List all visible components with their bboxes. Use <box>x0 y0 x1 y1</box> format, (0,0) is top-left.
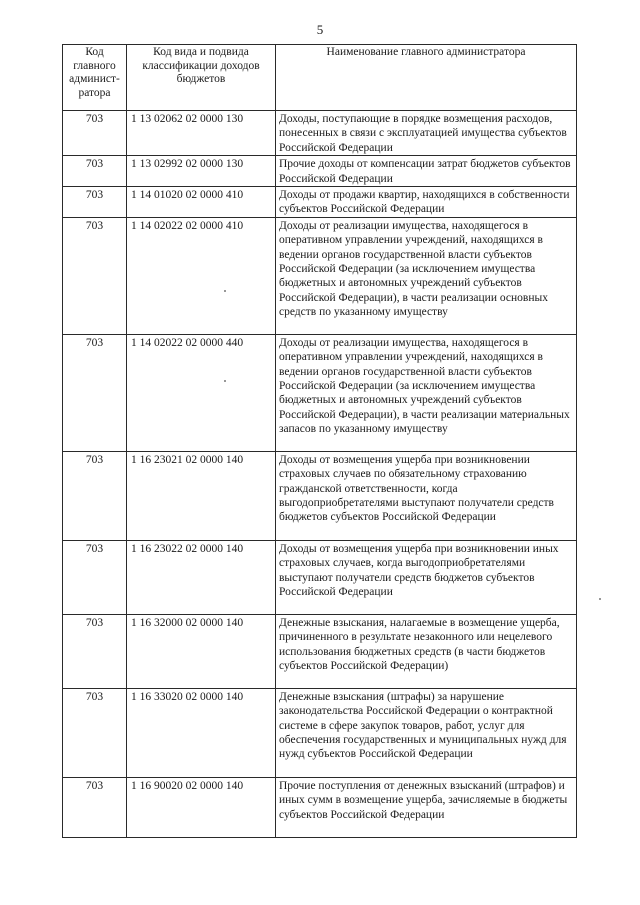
admin-code-cell: 703 <box>63 187 127 218</box>
admin-code-cell: 703 <box>63 777 127 837</box>
classification-code-cell: 1 16 23022 02 0000 140 <box>127 540 276 614</box>
admin-name-cell: Доходы от реализации имущества, находящегося в оперативном управлении учреждений, находящихся в ведении органов государственной власти субъектов Российской Федерации (за исключением имущества бюджетных и автономных учреждений субъектов Российской Федерации), в части реализации материальных запасов по указанному имуществу <box>276 334 577 451</box>
table-row <box>63 217 577 334</box>
table-row <box>63 156 577 187</box>
table-row <box>63 540 577 614</box>
admin-code-cell: 703 <box>63 451 127 540</box>
admin-code-cell: 703 <box>63 156 127 187</box>
table-row <box>63 111 577 156</box>
table-header-row <box>63 45 577 111</box>
classification-code-cell: 1 13 02992 02 0000 130 <box>127 156 276 187</box>
admin-code-cell: 703 <box>63 540 127 614</box>
admin-name-cell: Доходы от реализации имущества, находящегося в оперативном управлении учреждений, находящихся в ведении органов государственной власти субъектов Российской Федерации (за исключением имущества бюджетных и автономных учреждений субъектов Российской Федерации), в части реализации основных средств по указанному имуществу <box>276 217 577 334</box>
revenue-codes-table <box>62 44 577 838</box>
admin-name-cell: Прочие доходы от компенсации затрат бюджетов субъектов Российской Федерации <box>276 156 577 187</box>
classification-code-cell: 1 14 01020 02 0000 410 <box>127 187 276 218</box>
classification-code-cell: 1 16 32000 02 0000 140 <box>127 614 276 688</box>
scan-speck <box>599 598 601 600</box>
admin-name-cell: Доходы от продажи квартир, находящихся в собственности субъектов Российской Федерации <box>276 187 577 218</box>
table-row <box>63 777 577 837</box>
admin-name-cell: Денежные взыскания, налагаемые в возмещение ущерба, причиненного в результате незаконного или нецелевого использования бюджетных средств (в части бюджетов субъектов Российской Федерации) <box>276 614 577 688</box>
table-row <box>63 451 577 540</box>
table-row <box>63 187 577 218</box>
classification-code-cell: 1 13 02062 02 0000 130 <box>127 111 276 156</box>
classification-code-cell: 1 16 23021 02 0000 140 <box>127 451 276 540</box>
classification-code-cell: 1 14 02022 02 0000 410 <box>127 217 276 334</box>
table-row <box>63 334 577 451</box>
header-classification-code: Код вида и подвида классификации доходов бюджетов <box>127 45 276 111</box>
scan-speck <box>224 290 226 292</box>
admin-code-cell: 703 <box>63 111 127 156</box>
admin-code-cell: 703 <box>63 688 127 777</box>
admin-code-cell: 703 <box>63 334 127 451</box>
classification-code-cell: 1 16 90020 02 0000 140 <box>127 777 276 837</box>
classification-code-cell: 1 14 02022 02 0000 440 <box>127 334 276 451</box>
scan-speck <box>224 380 226 382</box>
admin-name-cell: Денежные взыскания (штрафы) за нарушение законодательства Российской Федерации о контрактной системе в сфере закупок товаров, работ, услуг для обеспечения государственных и муниципальных нужд для нужд субъектов Российской Федерации <box>276 688 577 777</box>
admin-code-cell: 703 <box>63 217 127 334</box>
table-row <box>63 614 577 688</box>
admin-name-cell: Прочие поступления от денежных взысканий (штрафов) и иных сумм в возмещение ущерба, зачисляемые в бюджеты субъектов Российской Федерации <box>276 777 577 837</box>
table-row <box>63 688 577 777</box>
admin-name-cell: Доходы, поступающие в порядке возмещения расходов, понесенных в связи с эксплуатацией имущества субъектов Российской Федерации <box>276 111 577 156</box>
admin-name-cell: Доходы от возмещения ущерба при возникновении страховых случаев по обязательному страхованию гражданской ответственности, когда выгодоприобретателями выступают получатели средств бюджетов субъектов Российской Федерации <box>276 451 577 540</box>
header-admin-code: Код главного админист-ратора <box>63 45 127 111</box>
admin-code-cell: 703 <box>63 614 127 688</box>
header-admin-name: Наименование главного администратора <box>276 45 577 111</box>
page-number: 5 <box>316 22 324 37</box>
admin-name-cell: Доходы от возмещения ущерба при возникновении иных страховых случаев, когда выгодоприобретателями выступают получатели средств бюджетов субъектов Российской Федерации <box>276 540 577 614</box>
classification-code-cell: 1 16 33020 02 0000 140 <box>127 688 276 777</box>
